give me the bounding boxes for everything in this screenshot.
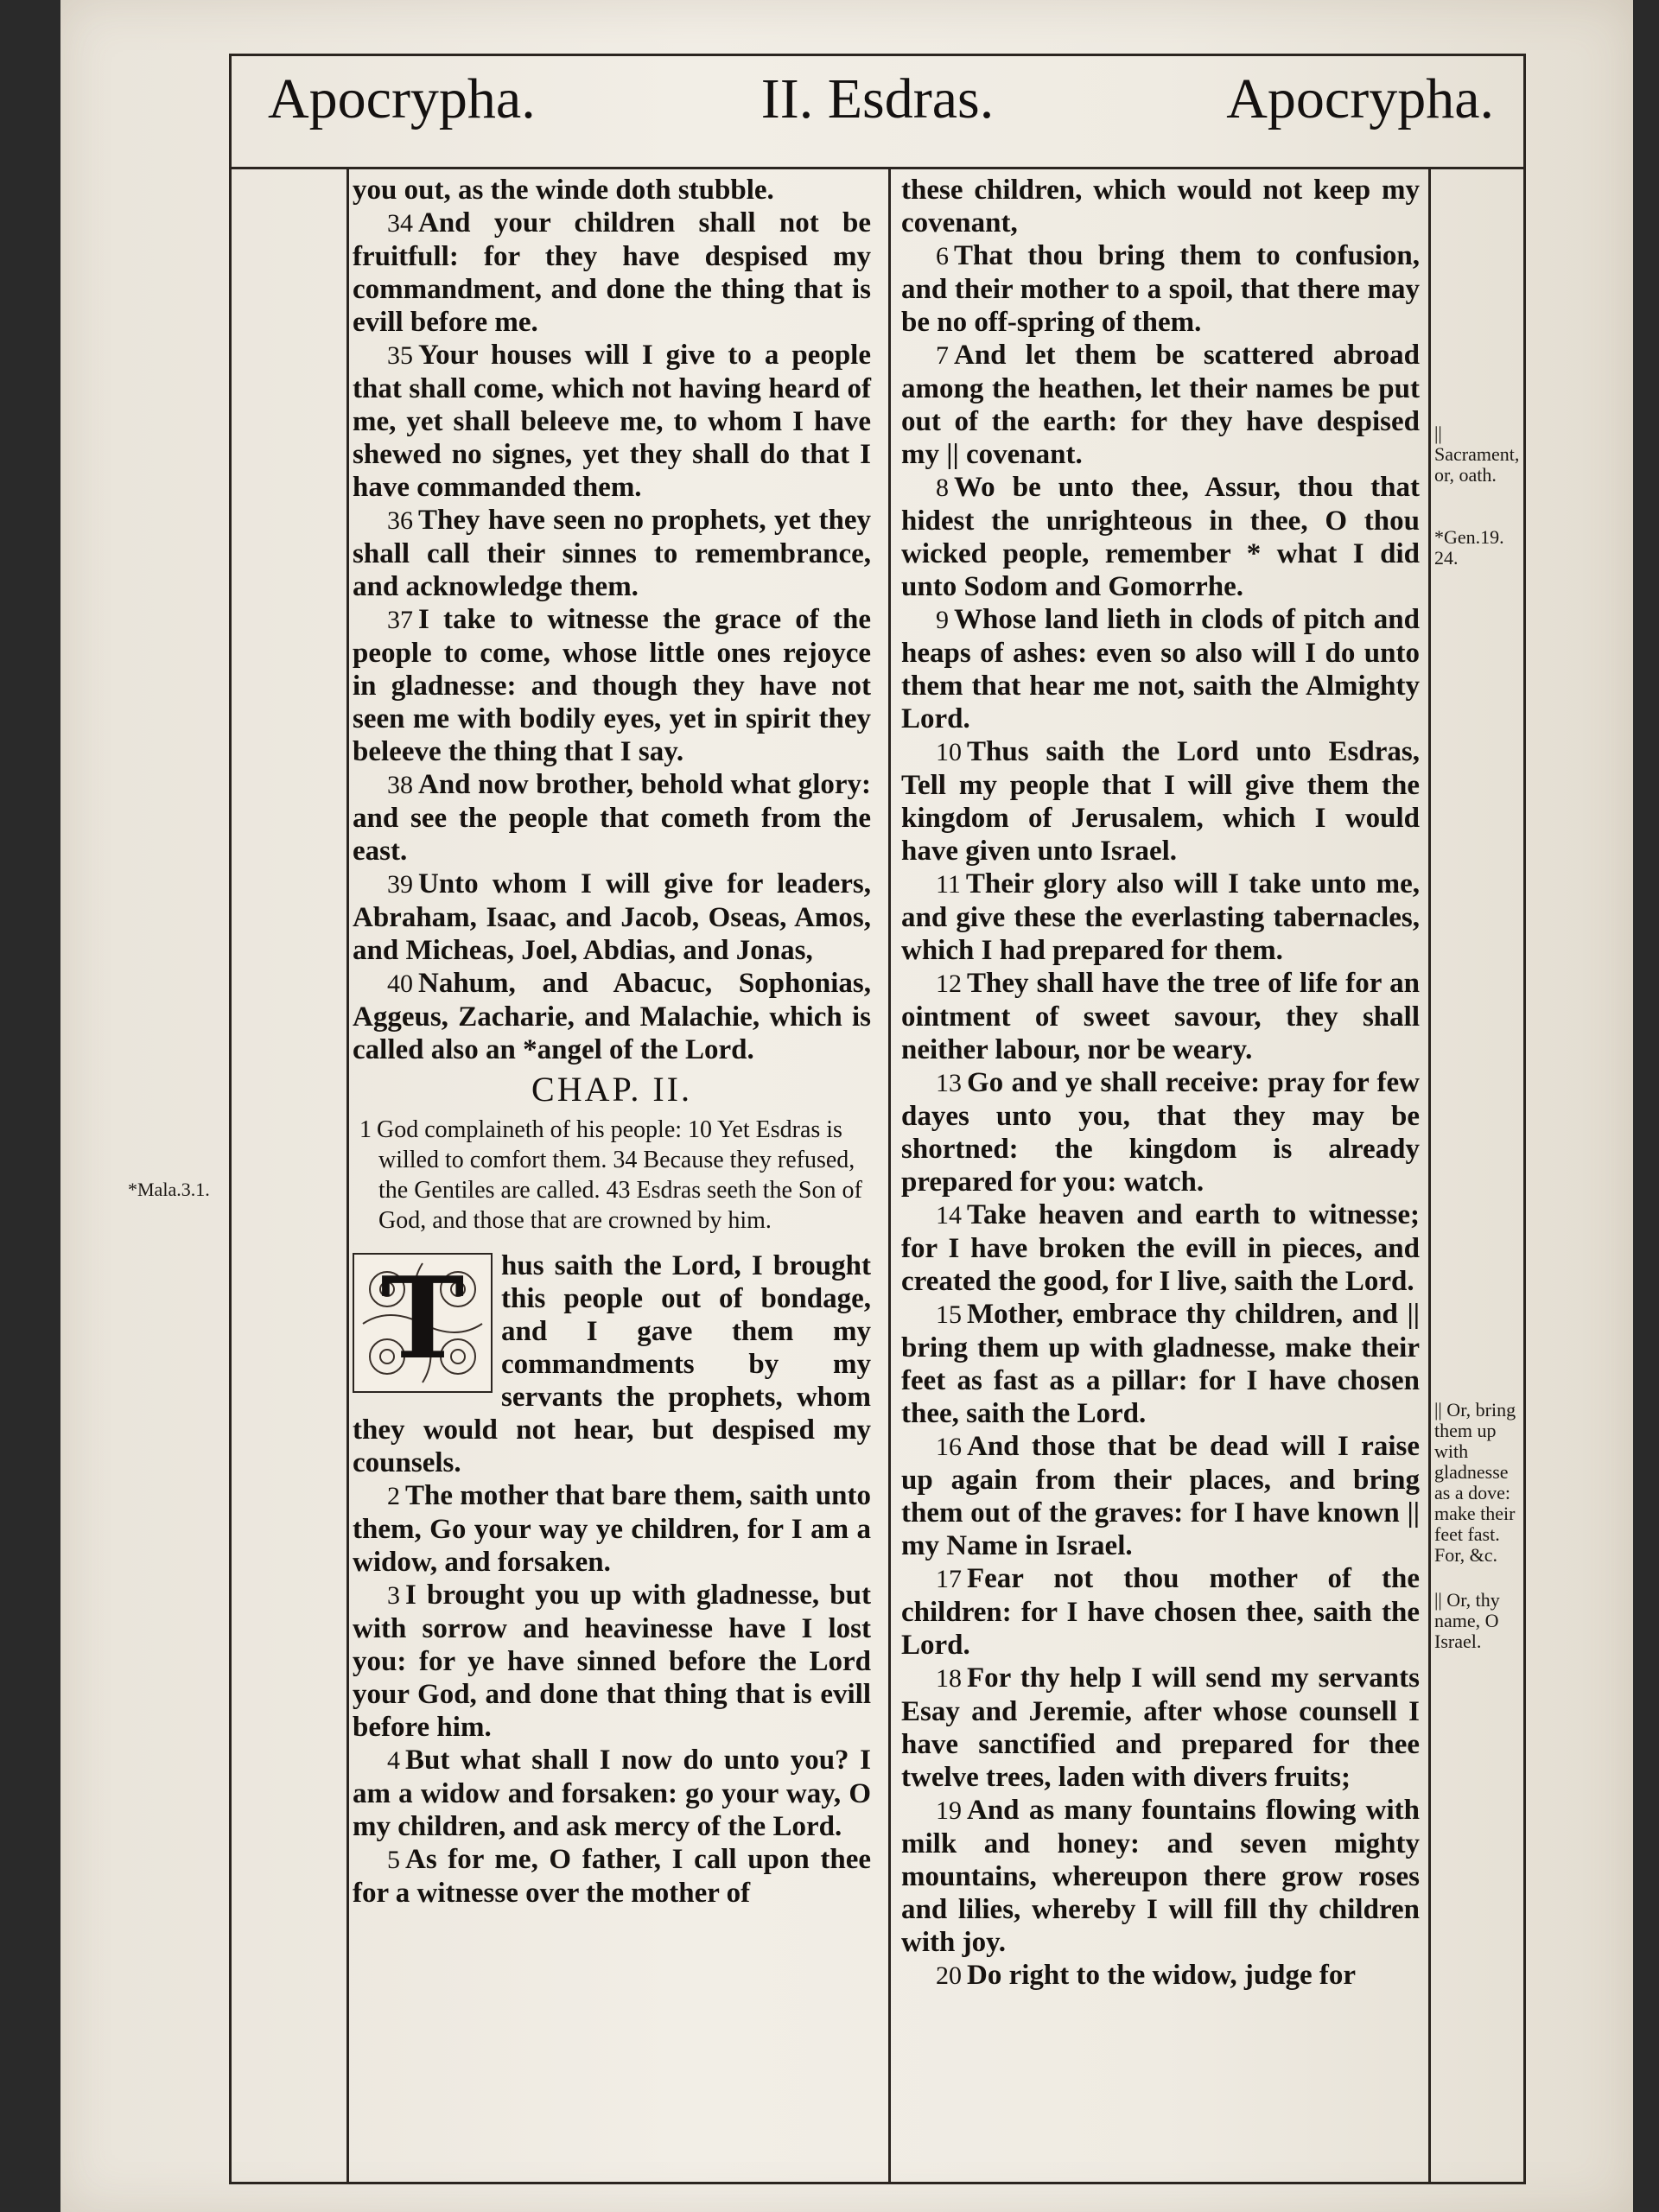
verse-number: 11 xyxy=(936,870,961,899)
verse-number: 5 xyxy=(387,1846,400,1874)
chapter-opening xyxy=(353,1249,871,1479)
verse-text: And now brother, behold what glory: and see the people that cometh from the east. xyxy=(353,769,871,867)
margin-note-mala: *Mala.3.1. xyxy=(128,1179,210,1200)
verse xyxy=(353,1744,871,1843)
verse xyxy=(901,1562,1420,1662)
verse-text: The mother that bare them, saith unto them, Go your way ye children, for I am a widow, and forsaken. xyxy=(353,1480,871,1578)
running-header xyxy=(232,56,1523,169)
left-verse-list-continued xyxy=(353,1479,871,1910)
page-sheet xyxy=(60,0,1633,2212)
verse-text: Thus saith the Lord unto Esdras, Tell my people that I will give them the kingdom of Jerusalem, which I would have given unto Israel. xyxy=(901,736,1420,867)
verse-text: They shall have the tree of life for an ointment of sweet savour, they shall neither labour, nor be weary. xyxy=(901,968,1420,1065)
verse xyxy=(901,1066,1420,1198)
verse xyxy=(901,1430,1420,1562)
verse-number: 15 xyxy=(936,1300,962,1329)
verse-number: 18 xyxy=(936,1664,962,1693)
verse-text: Mother, embrace thy children, and || bring them up with gladnesse, make their feet as fast as a pillar: for I have chosen thee, saith the Lord. xyxy=(901,1299,1420,1429)
verse-text: you out, as the winde doth stubble. xyxy=(353,175,774,206)
verse xyxy=(353,339,871,504)
verse-number: 17 xyxy=(936,1565,962,1593)
verse-text: Take heaven and earth to witnesse; for I have broken the evill in pieces, and created the good, for I live, saith the Lord. xyxy=(901,1199,1420,1297)
verse-number: 13 xyxy=(936,1069,962,1097)
verse-number: 10 xyxy=(936,738,962,766)
dropcap-letter: T xyxy=(380,1252,465,1384)
verse-text: And your children shall not be fruitfull: for they have despised my commandment, and done the thing that is evill before me. xyxy=(353,207,871,338)
verse-text: That thou bring them to confusion, and their mother to a spoil, that there may be no off-spring of them. xyxy=(901,240,1420,338)
verse xyxy=(901,174,1420,239)
verse xyxy=(353,504,871,603)
verse xyxy=(901,339,1420,471)
verse-text: Their glory also will I take unto me, and give these the everlasting tabernacles, which I had prepared for them. xyxy=(901,868,1420,966)
verse xyxy=(901,1794,1420,1959)
ornamental-dropcap xyxy=(353,1253,493,1393)
verse xyxy=(353,603,871,768)
rule-center xyxy=(888,169,891,2182)
verse-number: 8 xyxy=(936,474,949,502)
verse-text: these children, which would not keep my covenant, xyxy=(901,175,1420,238)
verse-text: Do right to the widow, judge for xyxy=(967,1960,1357,1991)
margin-note-genesis: *Gen.19. 24. xyxy=(1434,526,1504,569)
left-text-column xyxy=(353,174,871,1910)
verse-text: Unto whom I will give for leaders, Abraham, Isaac, and Jacob, Oseas, Amos, and Micheas, Joel, Abdias, and Jonas, xyxy=(353,868,871,966)
verse xyxy=(901,1662,1420,1794)
right-text-column xyxy=(901,174,1420,1993)
chapter-heading: CHAP. II. xyxy=(531,1070,692,1109)
verse-text: And those that be dead will I raise up again from their places, and bring them out of the graves: for I have known || my Name in Israel. xyxy=(901,1431,1420,1561)
rule-left xyxy=(346,169,349,2182)
verse-number: 39 xyxy=(387,870,413,899)
verse-text: Nahum, and Abacuc, Sophonias, Aggeus, Zacharie, and Malachie, which is called also an *angel of the Lord. xyxy=(353,968,871,1065)
verse xyxy=(901,603,1420,735)
verse xyxy=(353,174,871,207)
verse-number: 14 xyxy=(936,1201,962,1230)
page-frame xyxy=(128,54,1526,2184)
verse-number: 34 xyxy=(387,209,413,238)
verse-number: 35 xyxy=(387,341,413,370)
verse-text: Wo be unto thee, Assur, thou that hidest the unrighteous in thee, O thou wicked people, remember * what I did unto Sodom and Gomorrhe. xyxy=(901,472,1420,602)
margin-note-sacrament: || Sacrament, or, oath. xyxy=(1434,423,1520,486)
verse-number: 3 xyxy=(387,1581,400,1610)
verse xyxy=(353,868,871,967)
verse xyxy=(353,1579,871,1744)
right-verse-list xyxy=(901,174,1420,1993)
verse-text: I take to witnesse the grace of the people to come, whose little ones rejoyce in gladnesse: and though they have not seen me with bodily eyes, yet in spirit they beleeve the thing that I say. xyxy=(353,604,871,767)
verse-number: 4 xyxy=(387,1746,400,1775)
verse-text: Fear not thou mother of the children: for I have chosen thee, saith the Lord. xyxy=(901,1563,1420,1661)
verse xyxy=(353,1479,871,1579)
header-book-title: II. Esdras. xyxy=(760,67,995,130)
verse xyxy=(353,1843,871,1910)
verse-number: 16 xyxy=(936,1433,962,1461)
verse-text: As for me, O father, I call upon thee for a witnesse over the mother of xyxy=(353,1844,871,1909)
verse-number: 7 xyxy=(936,341,949,370)
summary-text: God complaineth of his people: 10 Yet Esdras is willed to comfort them. 34 Because they refused, the Gentiles are called. 43 Esdras seeth the Son of God, and those that are crowned by him. xyxy=(377,1116,862,1234)
verse xyxy=(901,1198,1420,1298)
verse-number: 20 xyxy=(936,1961,962,1990)
verse xyxy=(901,471,1420,603)
verse xyxy=(353,967,871,1066)
summary-number: 1 xyxy=(359,1116,372,1143)
verse xyxy=(901,1298,1420,1430)
verse xyxy=(353,207,871,339)
verse-text: Your houses will I give to a people that shall come, which not having heard of me, yet shall beleeve me, to whom I have shewed no signes, yet they shall do that I have commanded them. xyxy=(353,340,871,503)
verse xyxy=(901,868,1420,967)
margin-note-or-bring: || Or, bring them up with gladnesse as a dove: make their feet fast. For, &c. xyxy=(1434,1399,1516,1566)
verse-number: 40 xyxy=(387,969,413,998)
verse-number: 36 xyxy=(387,506,413,535)
verse xyxy=(901,735,1420,868)
verse-text: And let them be scattered abroad among the heathen, let their names be put out of the earth: for they have despised my || covenant. xyxy=(901,340,1420,470)
chapter-summary xyxy=(353,1115,871,1236)
verse-number: 37 xyxy=(387,606,413,634)
verse xyxy=(353,768,871,868)
verse-number: 19 xyxy=(936,1796,962,1825)
verse-text: Whose land lieth in clods of pitch and heaps of ashes: even so also will I do unto them that hear me not, saith the Almighty Lord. xyxy=(901,604,1420,734)
verse-number: 9 xyxy=(936,606,949,634)
margin-note-or-thy: || Or, thy name, O Israel. xyxy=(1434,1589,1500,1652)
verse-text: I brought you up with gladnesse, but with sorrow and heavinesse have I lost you: for ye have sinned before the Lord your God, and done that thing that is evill before him. xyxy=(353,1580,871,1743)
chapter-opening-text: hus saith the Lord, I brought this people out of bondage, and I gave them my commandments by my servants the prophets, whom they would not hear, but despised my counsels. xyxy=(353,1250,871,1478)
verse xyxy=(901,1959,1420,1993)
verse-text: But what shall I now do unto you? I am a widow and forsaken: go your way, O my children, and ask mercy of the Lord. xyxy=(353,1745,871,1842)
verse-number: 38 xyxy=(387,771,413,799)
verse xyxy=(901,967,1420,1066)
header-right: Apocrypha. xyxy=(1226,67,1494,130)
header-left: Apocrypha. xyxy=(268,67,536,130)
verse-number: 12 xyxy=(936,969,962,998)
verse-number: 2 xyxy=(387,1482,400,1510)
verse-text: And as many fountains flowing with milk and honey: and seven mighty mountains, whereupon there grow roses and lilies, whereby I will fill thy children with joy. xyxy=(901,1795,1420,1958)
verse-text: Go and ye shall receive: pray for few dayes unto you, that they may be shortned: the kingdom is already prepared for you: watch. xyxy=(901,1067,1420,1198)
rule-right xyxy=(1428,169,1431,2182)
verse-text: They have seen no prophets, yet they shall call their sinnes to remembrance, and acknowledge them. xyxy=(353,505,871,602)
verse-text: For thy help I will send my servants Esay and Jeremie, after whose counsell I have sanctified and prepared for thee twelve trees, laden with divers fruits; xyxy=(901,1662,1420,1793)
left-verse-list xyxy=(353,174,871,1066)
verse xyxy=(901,239,1420,339)
verse-number: 6 xyxy=(936,242,949,270)
